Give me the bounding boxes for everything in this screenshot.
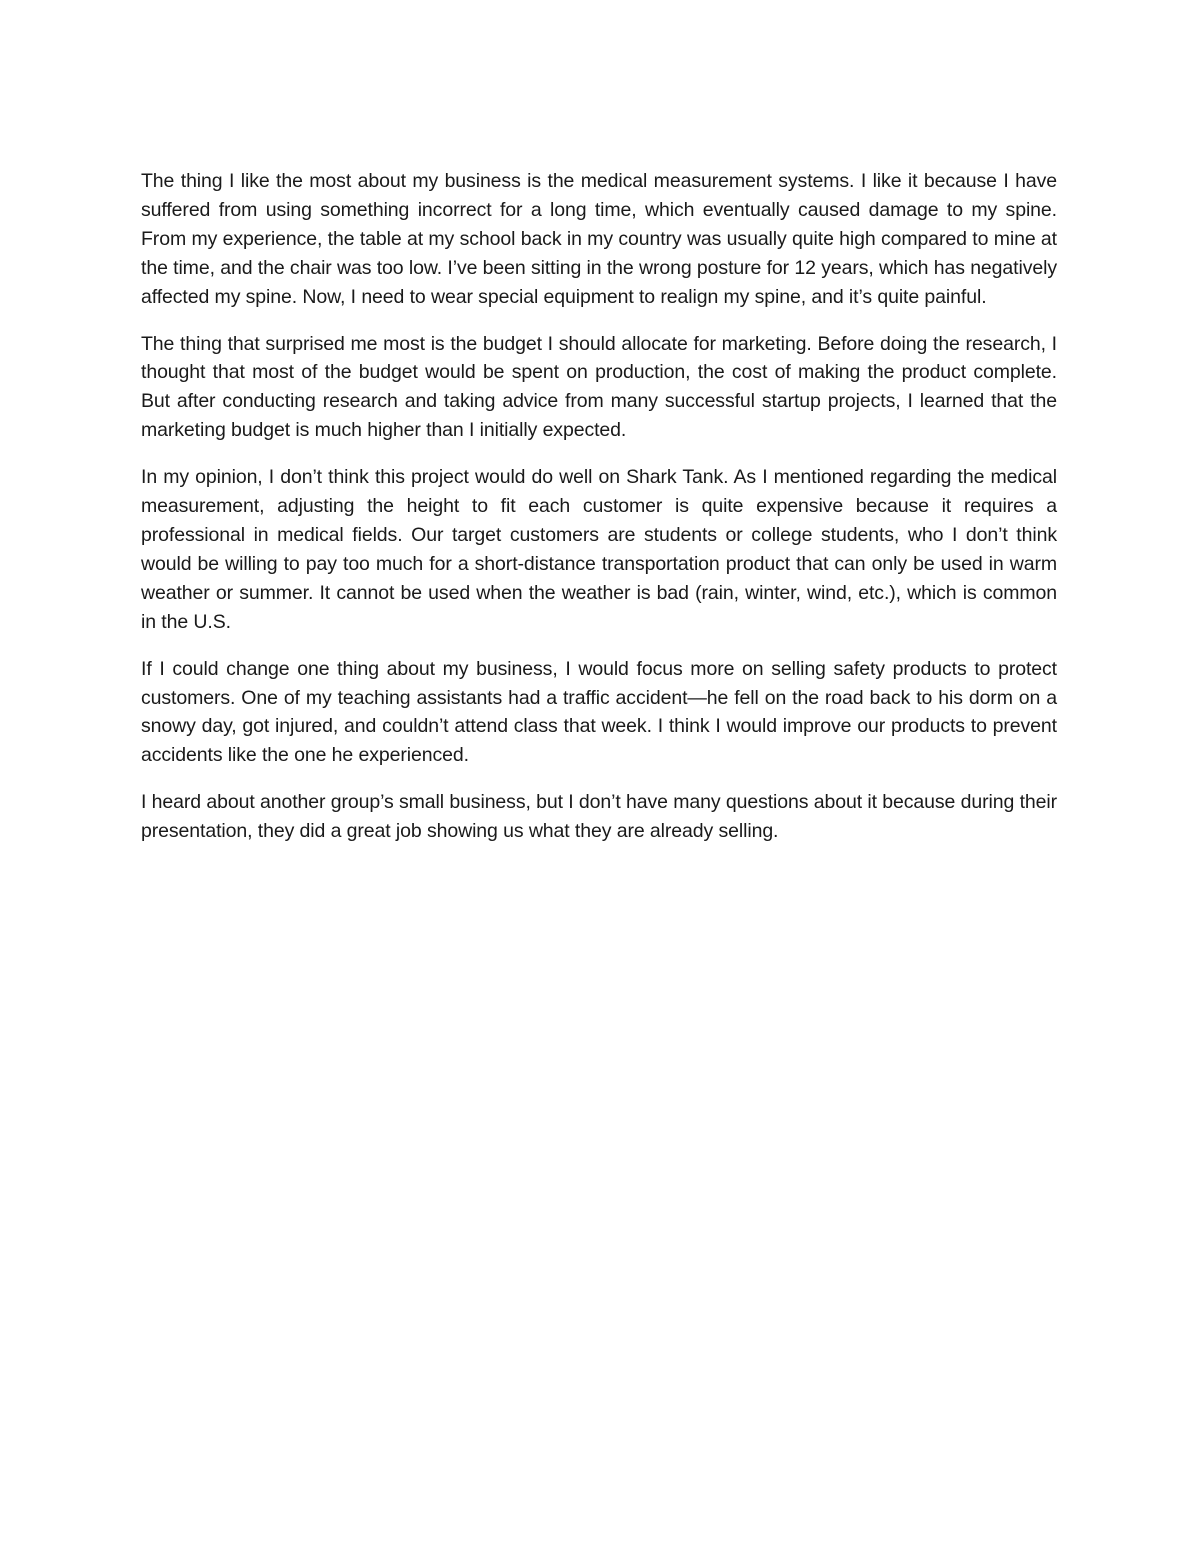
paragraph-change-one-thing: If I could change one thing about my business, I would focus more on selling safety products to protect customers. One of my teaching assistants had a traffic accident—he fell on the road back to his dorm on a snowy day, got injured, and couldn’t attend class that week. I think I would improve our products to prevent accidents like the one he experienced.: [141, 657, 1057, 767]
paragraph-medical-measurement: The thing I like the most about my business is the medical measurement systems. I like it because I have suffered from using something incorrect for a long time, which eventually caused damage to my spine. From my experience, the table at my school back in my country was usually quite high compared to mine at the time, and the chair was too low. I’ve been sitting in the wrong posture for 12 years, which has negatively affected my spine. Now, I need to wear special equipment to realign my spine, and it’s quite painful.: [141, 170, 1057, 308]
paragraph-shark-tank-opinion: In my opinion, I don’t think this project would do well on Shark Tank. As I mentioned regarding the medical measurement, adjusting the height to fit each customer is quite expensive because it requires a professional in medical fields. Our target customers are students or college students, who I don’t think would be willing to pay too much for a short-distance transportation product that can only be used in warm weather or summer. It cannot be used when the weather is bad (rain, winter, wind, etc.), which is common in the U.S.: [141, 466, 1057, 633]
document-body: [141, 167, 1057, 864]
paragraph-marketing-budget: The thing that surprised me most is the budget I should allocate for marketing. Before doing the research, I thought that most of the budget would be spent on production, the cost of making the product complete. But after conducting research and taking advice from many successful startup projects, I learned that the marketing budget is much higher than I initially expected.: [141, 332, 1057, 442]
paragraph-other-group: I heard about another group’s small business, but I don’t have many questions about it because during their presentation, they did a great job showing us what they are already selling.: [141, 791, 1057, 843]
